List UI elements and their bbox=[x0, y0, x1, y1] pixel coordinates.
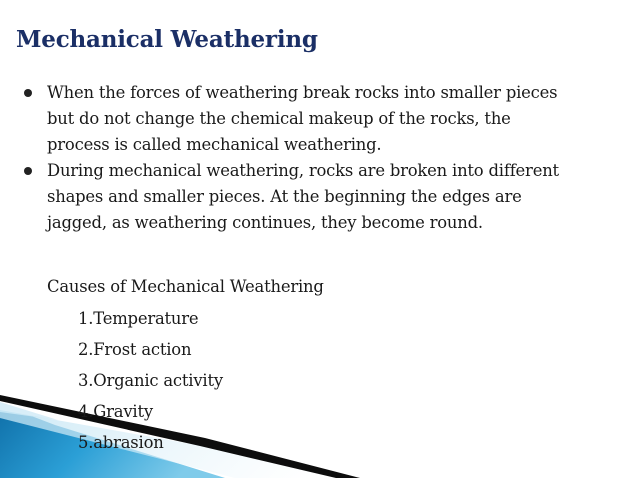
cause-item: 4.Gravity bbox=[78, 402, 153, 421]
cause-item: 2.Frost action bbox=[78, 340, 192, 359]
causes-heading: Causes of Mechanical Weathering bbox=[47, 277, 324, 296]
bullet-line: When the forces of weathering break rocks into smaller pieces bbox=[47, 83, 558, 102]
cause-item: 5.abrasion bbox=[78, 433, 164, 452]
bullet-line: shapes and smaller pieces. At the beginning the edges are bbox=[47, 187, 522, 206]
bullet-line: process is called mechanical weathering. bbox=[47, 135, 382, 154]
cause-item: 1.Temperature bbox=[78, 309, 199, 328]
bullet-line: During mechanical weathering, rocks are broken into different bbox=[47, 161, 559, 180]
bullet-line: jagged, as weathering continues, they become round. bbox=[47, 213, 483, 232]
cause-item: 3.Organic activity bbox=[78, 371, 223, 390]
slide-title: Mechanical Weathering bbox=[16, 26, 318, 53]
bullet-line: but do not change the chemical makeup of the rocks, the bbox=[47, 109, 511, 128]
